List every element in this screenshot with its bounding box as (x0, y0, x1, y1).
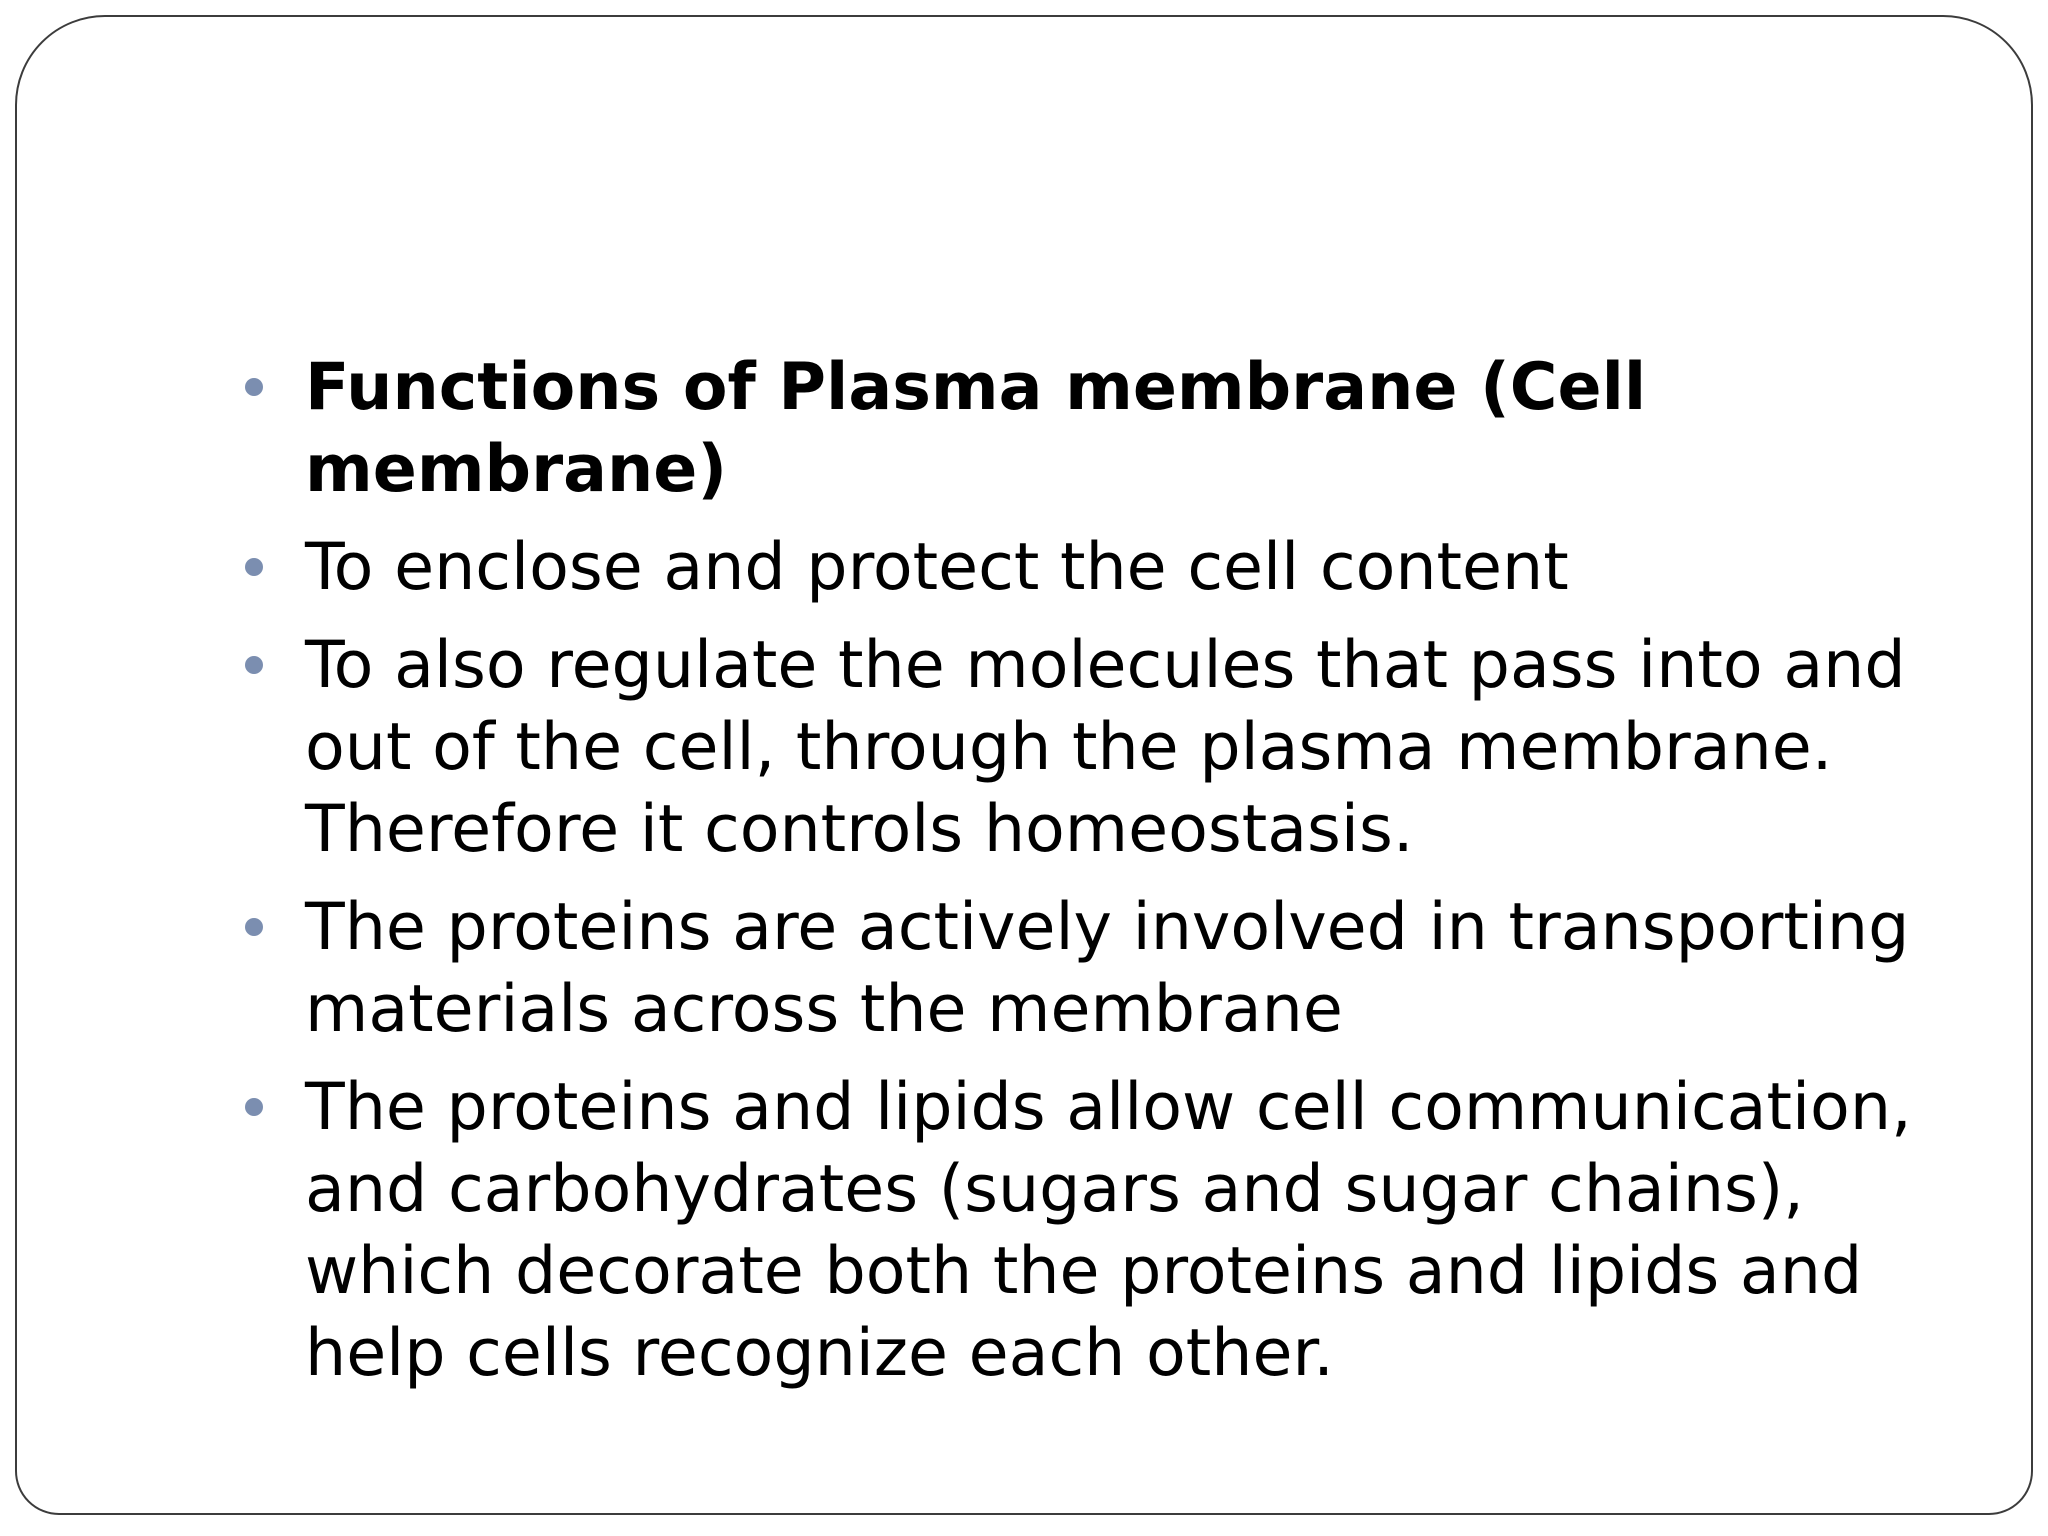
bullet-text: The proteins and lipids allow cell communication, and carbohydrates (sugars and sugar chains), which decorate both the proteins and lipids and help cells recognize each other. (305, 1070, 1912, 1391)
bullet-item-heading (239, 347, 1979, 511)
bullet-dot-icon (245, 656, 263, 674)
bullet-item (239, 527, 1979, 609)
bullet-text: The proteins are actively involved in transporting materials across the membrane (305, 890, 1910, 1047)
slide-frame (15, 15, 2033, 1515)
bullet-text: Functions of Plasma membrane (Cell membrane) (305, 350, 1647, 507)
bullet-text: To also regulate the molecules that pass into and out of the cell, through the plasma membrane. Therefore it controls homeostasis. (305, 628, 1906, 867)
bullet-text: To enclose and protect the cell content (305, 530, 1569, 605)
bullet-dot-icon (245, 1098, 263, 1116)
bullet-item (239, 887, 1979, 1051)
bullet-dot-icon (245, 918, 263, 936)
bullet-dot-icon (245, 558, 263, 576)
bullet-dot-icon (245, 378, 263, 396)
bullet-item (239, 625, 1979, 871)
bullet-item (239, 1067, 1979, 1395)
bullet-list (239, 347, 1979, 1411)
